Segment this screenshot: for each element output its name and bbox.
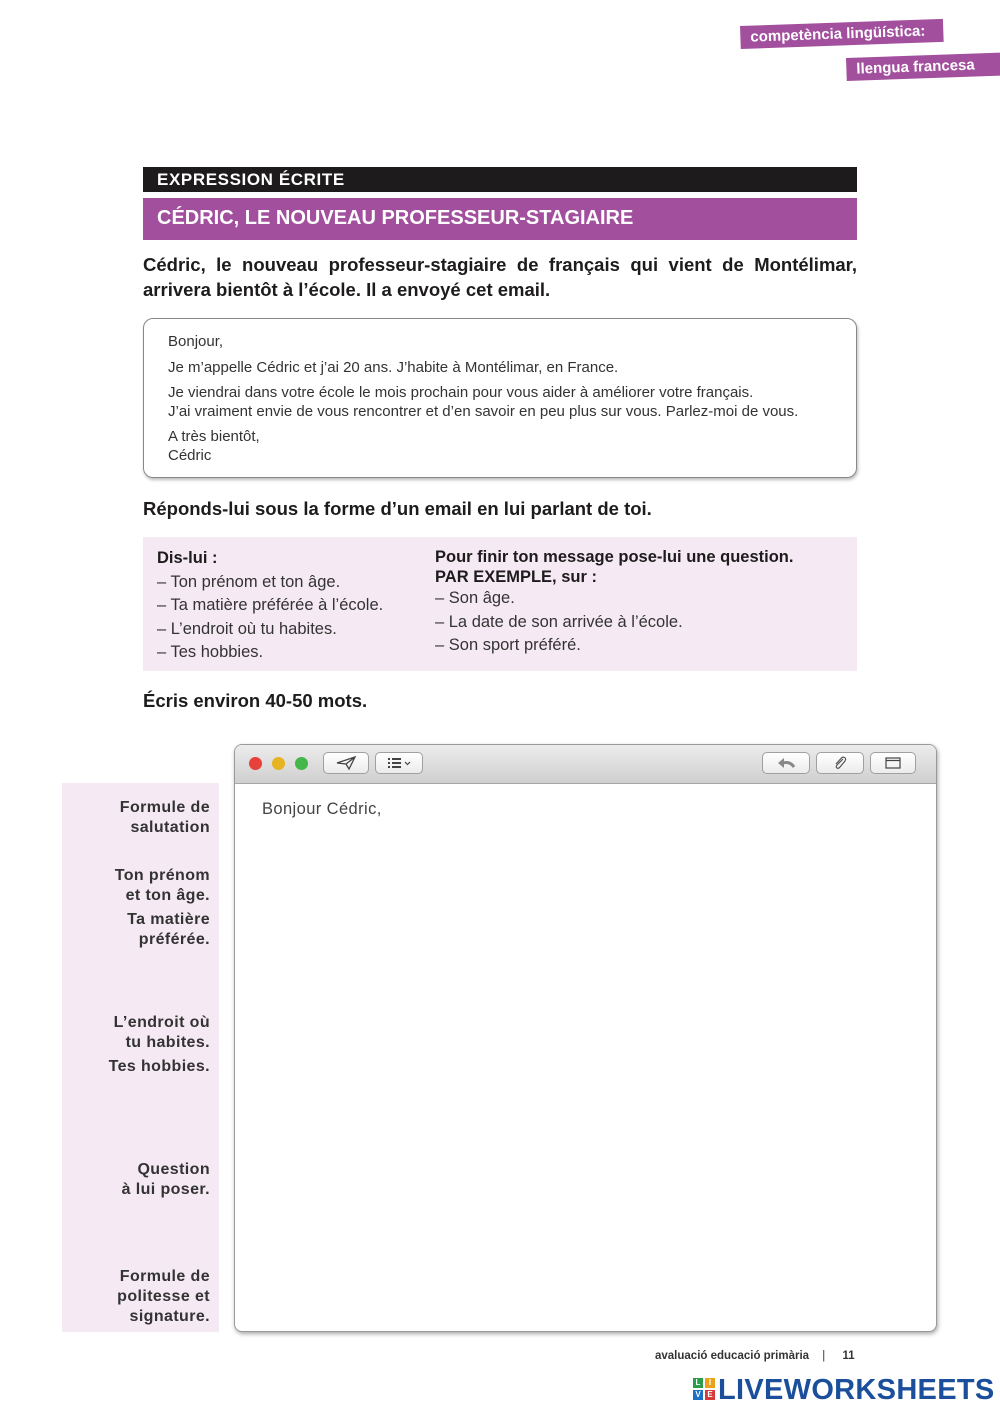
label-prenom: Ton prénom et ton âge. xyxy=(114,867,210,904)
structure-guide xyxy=(62,783,219,1332)
hint-item: – Tes hobbies. xyxy=(157,643,264,661)
hint-item: – Ton prénom et ton âge. xyxy=(157,572,341,591)
hint-item: – Son âge. xyxy=(435,589,515,607)
page-number: 11 xyxy=(842,1350,855,1362)
hints-right-subtitle: PAR EXEMPLE, sur : xyxy=(435,568,597,586)
hint-item: – Son sport préféré. xyxy=(435,636,581,654)
liveworksheets-logo-icon: L I V E xyxy=(693,1378,715,1400)
hint-item: – Ta matière préférée à l’école. xyxy=(157,596,384,614)
liveworksheets-logo[interactable]: LIVEWORKSHEETS xyxy=(718,1374,995,1406)
attach-button[interactable] xyxy=(816,752,864,774)
label-endroit: L’endroit où tu habites. xyxy=(113,1014,210,1051)
minimize-dot-icon[interactable] xyxy=(272,757,285,770)
email-closing: A très bientôt, xyxy=(168,428,260,445)
reply-greeting[interactable]: Bonjour Cédric, xyxy=(262,800,382,818)
section-label: EXPRESSION ÉCRITE xyxy=(143,167,857,192)
label-question: Question à lui poser. xyxy=(121,1161,210,1198)
hints-right-column xyxy=(435,547,793,658)
reply-icon xyxy=(775,756,797,770)
email-line-2: Je viendrai dans votre école le mois prochain pour vous aider à améliorer votre français. xyxy=(168,384,754,401)
footer-separator: | xyxy=(822,1350,826,1362)
label-salutation: Formule de salutation xyxy=(119,799,210,836)
footer-text: avaluació educació primària xyxy=(655,1350,810,1362)
hint-item: – L’endroit où tu habites. xyxy=(157,619,337,638)
send-icon xyxy=(335,755,357,771)
subject-tag-language: llengua francesa xyxy=(846,53,1000,81)
label-politesse: Formule de politesse et signature. xyxy=(117,1268,210,1325)
hints-box xyxy=(143,537,857,671)
format-list-button[interactable] xyxy=(375,752,423,774)
intro-text: Cédric, le nouveau professeur-stagiaire de français qui vient de Montélimar, arrivera bientôt à l’école. Il a envoyé cet email. xyxy=(143,254,857,300)
label-matiere: Ta matière préférée. xyxy=(127,911,210,948)
subject-tag-competence: competència lingüística: xyxy=(740,19,944,49)
hints-left-title: Dis-lui : xyxy=(157,549,218,567)
instruction-text: Réponds-lui sous la forme d’un email en lui parlant de toi. xyxy=(143,498,652,519)
mail-toolbar xyxy=(235,745,936,784)
email-line-1: Je m’appelle Cédric et j’ai 20 ans. J’habite à Montélimar, en France. xyxy=(168,358,619,376)
hints-left-column xyxy=(157,547,383,665)
list-icon xyxy=(385,756,413,770)
reply-button[interactable] xyxy=(762,752,810,774)
hints-right-title: Pour finir ton message pose-lui une question. xyxy=(435,548,794,566)
close-dot-icon[interactable] xyxy=(249,757,262,770)
email-signature: Cédric xyxy=(168,446,212,464)
zoom-dot-icon[interactable] xyxy=(295,757,308,770)
window-icon xyxy=(884,756,902,770)
label-hobbies: Tes hobbies. xyxy=(108,1058,210,1075)
hint-item: – La date de son arrivée à l’école. xyxy=(435,612,683,631)
cedric-email xyxy=(143,318,857,478)
email-line-3: J’ai vraiment envie de vous rencontrer et d’en savoir en peu plus sur vous. Parlez-moi de vous. xyxy=(168,402,799,420)
send-button[interactable] xyxy=(323,752,369,774)
word-count-instruction: Écris environ 40-50 mots. xyxy=(143,690,368,711)
email-greeting: Bonjour, xyxy=(168,333,224,350)
mail-compose-window xyxy=(234,744,937,1332)
attach-icon xyxy=(832,755,848,771)
window-button[interactable] xyxy=(870,752,916,774)
page-footer xyxy=(655,1350,855,1362)
page-title: CÉDRIC, LE NOUVEAU PROFESSEUR-STAGIAIRE xyxy=(143,198,857,240)
